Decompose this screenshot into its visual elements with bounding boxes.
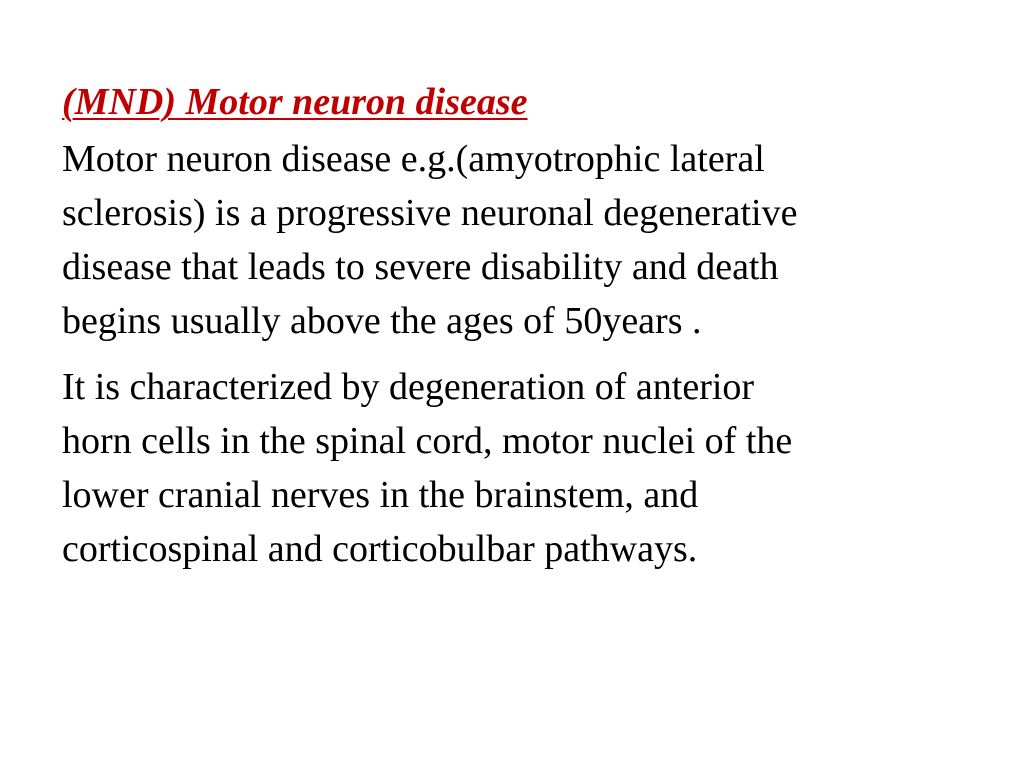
slide-content	[62, 72, 962, 576]
paragraph-definition: Motor neuron disease e.g.(amyotrophic lateral sclerosis) is a progressive neuronal degenerative disease that leads to severe disability and death begins usually above the ages of 50years .	[62, 138, 798, 342]
slide-heading: (MND) Motor neuron disease	[62, 81, 528, 123]
paragraph-characteristics: It is characterized by degeneration of anterior horn cells in the spinal cord, motor nuclei of the lower cranial nerves in the brainstem, and corticospinal and corticobulbar pathways.	[62, 366, 793, 570]
